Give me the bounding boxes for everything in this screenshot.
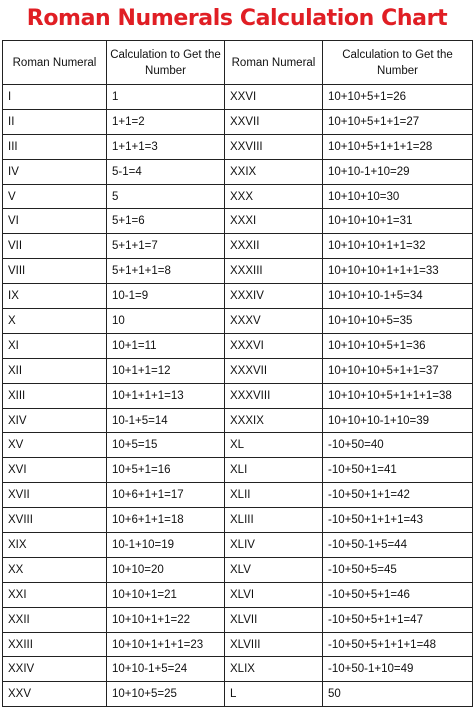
calculation-cell: 50 <box>323 682 473 707</box>
calculation-cell: 10+10+5+1+1+1=28 <box>323 134 473 159</box>
roman-numeral-cell: II <box>3 109 107 134</box>
roman-numeral-cell: XIII <box>3 383 107 408</box>
calculation-cell: 1+1+1=3 <box>107 134 225 159</box>
roman-numeral-cell: XLVIII <box>225 632 323 657</box>
table-row <box>3 458 473 483</box>
table-row <box>3 433 473 458</box>
roman-numeral-cell: XXVII <box>225 109 323 134</box>
roman-numeral-cell: XXI <box>3 582 107 607</box>
header-roman-numeral: Roman Numeral <box>3 41 107 85</box>
roman-numeral-cell: VIII <box>3 259 107 284</box>
roman-numeral-cell: XLVI <box>225 582 323 607</box>
calculation-cell: 10+5=15 <box>107 433 225 458</box>
roman-numeral-cell: XXXIII <box>225 259 323 284</box>
header-roman-numeral: Roman Numeral <box>225 41 323 85</box>
calculation-cell: 5+1+1=7 <box>107 234 225 259</box>
calculation-cell: 10+10+5=25 <box>107 682 225 707</box>
table-row <box>3 109 473 134</box>
roman-numeral-cell: XVI <box>3 458 107 483</box>
roman-numeral-cell: XXII <box>3 607 107 632</box>
calculation-cell: 10+10+1+1+1=23 <box>107 632 225 657</box>
calculation-cell: 1+1=2 <box>107 109 225 134</box>
roman-numeral-cell: XL <box>225 433 323 458</box>
calculation-cell: 10+10+1+1=22 <box>107 607 225 632</box>
roman-numeral-cell: XXV <box>3 682 107 707</box>
table-row <box>3 557 473 582</box>
header-calculation: Calculation to Get the Number <box>323 41 473 85</box>
calculation-cell: 10+10+10=30 <box>323 184 473 209</box>
table-body <box>3 85 473 707</box>
calculation-cell: -10+50+5=45 <box>323 557 473 582</box>
calculation-cell: 10+1+1+1=13 <box>107 383 225 408</box>
roman-numeral-cell: XXX <box>225 184 323 209</box>
calculation-cell: -10+50+5+1+1=47 <box>323 607 473 632</box>
table-row <box>3 657 473 682</box>
roman-numeral-cell: IV <box>3 159 107 184</box>
table-row <box>3 134 473 159</box>
roman-numeral-cell: XXVI <box>225 85 323 110</box>
roman-numeral-cell: XX <box>3 557 107 582</box>
table-row <box>3 234 473 259</box>
table-row <box>3 582 473 607</box>
roman-numeral-cell: XI <box>3 333 107 358</box>
roman-numeral-cell: XXIII <box>3 632 107 657</box>
calculation-cell: 10+10+10+1+1+1=33 <box>323 259 473 284</box>
roman-numeral-cell: XLI <box>225 458 323 483</box>
roman-numeral-cell: XLIX <box>225 657 323 682</box>
table-row <box>3 309 473 334</box>
table-row <box>3 209 473 234</box>
table-row <box>3 333 473 358</box>
table-row <box>3 383 473 408</box>
calculation-cell: 10+5+1=16 <box>107 458 225 483</box>
roman-numeral-cell: XVII <box>3 483 107 508</box>
calculation-cell: 10+10+10+5+1=36 <box>323 333 473 358</box>
page-title: Roman Numerals Calculation Chart <box>26 6 448 31</box>
roman-numeral-cell: XXIV <box>3 657 107 682</box>
roman-numeral-cell: XLVII <box>225 607 323 632</box>
roman-numeral-cell: XXXI <box>225 209 323 234</box>
roman-numeral-cell: XXXV <box>225 309 323 334</box>
calculation-cell: 10 <box>107 309 225 334</box>
calculation-cell: 5+1+1+1=8 <box>107 259 225 284</box>
roman-numeral-cell: XXXII <box>225 234 323 259</box>
table-row <box>3 284 473 309</box>
calculation-cell: 10+10+5+1=26 <box>323 85 473 110</box>
table-row <box>3 533 473 558</box>
calculation-cell: -10+50+5+1+1+1=48 <box>323 632 473 657</box>
table-row <box>3 358 473 383</box>
table-row <box>3 159 473 184</box>
calculation-cell: 10+10+10+1=31 <box>323 209 473 234</box>
calculation-cell: 10-1=9 <box>107 284 225 309</box>
roman-numeral-cell: III <box>3 134 107 159</box>
table-header-row <box>3 41 473 85</box>
header-calculation: Calculation to Get the Number <box>107 41 225 85</box>
roman-numeral-cell: XXXIX <box>225 408 323 433</box>
calculation-cell: 10+10+10+5+1+1=37 <box>323 358 473 383</box>
roman-numerals-table <box>2 40 473 707</box>
calculation-cell: 5+1=6 <box>107 209 225 234</box>
table-row <box>3 408 473 433</box>
calculation-cell: 10+10+5+1+1=27 <box>323 109 473 134</box>
calculation-cell: 10+10+1=21 <box>107 582 225 607</box>
calculation-cell: 10+10-1+5=24 <box>107 657 225 682</box>
calculation-cell: -10+50+1+1+1=43 <box>323 508 473 533</box>
roman-numeral-cell: XXXVI <box>225 333 323 358</box>
calculation-cell: 10+10+10-1+10=39 <box>323 408 473 433</box>
calculation-cell: 10+10+10+5+1+1+1=38 <box>323 383 473 408</box>
roman-numeral-cell: I <box>3 85 107 110</box>
calculation-cell: 5 <box>107 184 225 209</box>
table-row <box>3 607 473 632</box>
calculation-cell: -10+50-1+10=49 <box>323 657 473 682</box>
roman-numeral-cell: XXXVIII <box>225 383 323 408</box>
calculation-cell: 10-1+5=14 <box>107 408 225 433</box>
calculation-cell: 1 <box>107 85 225 110</box>
calculation-cell: -10+50+5+1=46 <box>323 582 473 607</box>
calculation-cell: 10+10-1+10=29 <box>323 159 473 184</box>
roman-numeral-cell: XXIX <box>225 159 323 184</box>
roman-numeral-cell: L <box>225 682 323 707</box>
table-row <box>3 483 473 508</box>
roman-numeral-cell: V <box>3 184 107 209</box>
calculation-cell: 10+6+1+1=17 <box>107 483 225 508</box>
table-row <box>3 508 473 533</box>
roman-numeral-cell: XXXVII <box>225 358 323 383</box>
roman-numeral-cell: XLII <box>225 483 323 508</box>
calculation-cell: 10+1+1=12 <box>107 358 225 383</box>
roman-numeral-cell: XLIV <box>225 533 323 558</box>
calculation-cell: 10+10+10+1+1=32 <box>323 234 473 259</box>
roman-numeral-cell: X <box>3 309 107 334</box>
roman-numeral-cell: XXVIII <box>225 134 323 159</box>
calculation-cell: 10+1=11 <box>107 333 225 358</box>
roman-numeral-cell: XII <box>3 358 107 383</box>
calculation-cell: -10+50+1+1=42 <box>323 483 473 508</box>
calculation-cell: 10-1+10=19 <box>107 533 225 558</box>
roman-numeral-cell: XIX <box>3 533 107 558</box>
calculation-cell: -10+50+1=41 <box>323 458 473 483</box>
calculation-cell: -10+50=40 <box>323 433 473 458</box>
table-row <box>3 632 473 657</box>
roman-numeral-cell: VII <box>3 234 107 259</box>
roman-numeral-cell: IX <box>3 284 107 309</box>
calculation-cell: 5-1=4 <box>107 159 225 184</box>
roman-numeral-cell: VI <box>3 209 107 234</box>
roman-numeral-cell: XV <box>3 433 107 458</box>
roman-numeral-cell: XVIII <box>3 508 107 533</box>
calculation-cell: 10+10+10+5=35 <box>323 309 473 334</box>
roman-numeral-cell: XIV <box>3 408 107 433</box>
table-row <box>3 259 473 284</box>
calculation-cell: 10+6+1+1=18 <box>107 508 225 533</box>
calculation-cell: 10+10+10-1+5=34 <box>323 284 473 309</box>
roman-numeral-cell: XXXIV <box>225 284 323 309</box>
table-row <box>3 85 473 110</box>
roman-numeral-cell: XLIII <box>225 508 323 533</box>
roman-numeral-cell: XLV <box>225 557 323 582</box>
calculation-cell: 10+10=20 <box>107 557 225 582</box>
table-row <box>3 184 473 209</box>
calculation-cell: -10+50-1+5=44 <box>323 533 473 558</box>
table-row <box>3 682 473 707</box>
